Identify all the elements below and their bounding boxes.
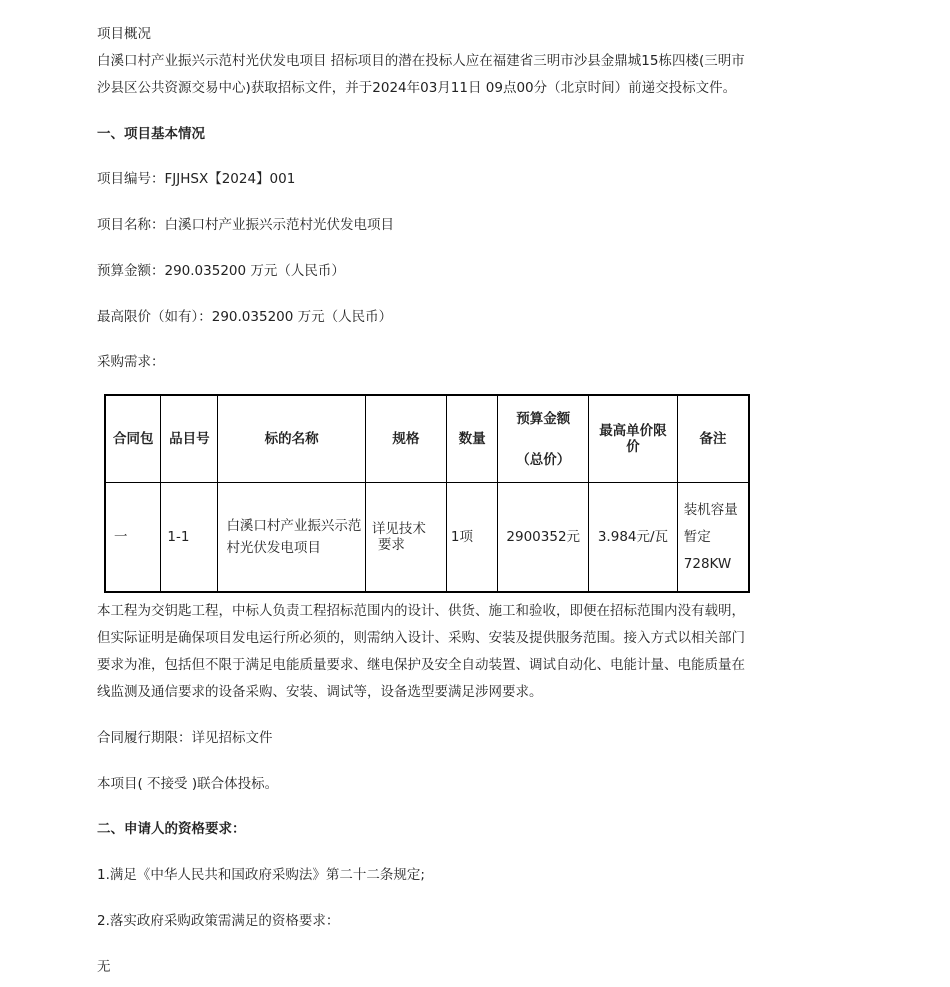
project-number: 项目编号：FJJHSX【2024】001 bbox=[97, 171, 296, 187]
section1-heading: 一、项目基本情况 bbox=[97, 126, 205, 142]
qualification-item-2: 2.落实政府采购政策需满足的资格要求： bbox=[97, 913, 340, 929]
cell-unit-price-limit: 3.984元/瓦 bbox=[589, 483, 678, 593]
cell-name: 白溪口村产业振兴示范 村光伏发电项目 bbox=[218, 483, 365, 593]
cell-qty: 1项 bbox=[446, 483, 497, 593]
max-price: 最高限价（如有）：290.035200 万元（人民币） bbox=[97, 309, 393, 325]
cell-spec: 详见技术 要求 bbox=[365, 483, 446, 593]
overview-line-2: 沙县区公共资源交易中心)获取招标文件，并于2024年03月11日 09点00分（北京时间）前递交投标文件。 bbox=[97, 80, 737, 96]
header-budget: 预算金额 （总价） bbox=[498, 395, 589, 483]
scope-line-3: 要求为准，包括但不限于满足电能质量要求、继电保护及安全自动装置、调试自动化、电能计量、电能质量在 bbox=[97, 657, 745, 673]
header-package: 合同包 bbox=[105, 395, 161, 483]
budget-amount: 预算金额：290.035200 万元（人民币） bbox=[97, 263, 345, 279]
procurement-table bbox=[104, 394, 750, 593]
overview-line-1: 白溪口村产业振兴示范村光伏发电项目 招标项目的潜在投标人应在福建省三明市沙县金鼎城15栋四楼(三明市 bbox=[97, 53, 745, 69]
consortium-statement: 本项目( 不接受 )联合体投标。 bbox=[97, 776, 279, 792]
contract-period: 合同履行期限：详见招标文件 bbox=[97, 730, 273, 746]
procurement-requirement-label: 采购需求： bbox=[97, 354, 165, 370]
scope-line-2: 但实际证明是确保项目发电运行所必须的，则需纳入设计、采购、安装及提供服务范围。接入方式以相关部门 bbox=[97, 630, 745, 646]
scope-line-4: 线监测及通信要求的设备采购、安装、调试等，设备选型要满足涉网要求。 bbox=[97, 684, 543, 700]
qualification-item-1: 1.满足《中华人民共和国政府采购法》第二十二条规定; bbox=[97, 867, 425, 883]
header-remark: 备注 bbox=[677, 395, 749, 483]
overview-heading: 项目概况 bbox=[97, 26, 151, 42]
header-item-no: 品目号 bbox=[161, 395, 218, 483]
cell-budget: 2900352元 bbox=[498, 483, 589, 593]
cell-package: 一 bbox=[105, 483, 161, 593]
header-qty: 数量 bbox=[446, 395, 497, 483]
section2-heading: 二、申请人的资格要求： bbox=[97, 821, 246, 837]
table-row bbox=[105, 483, 749, 593]
qualification-item-2-value: 无 bbox=[97, 959, 111, 975]
table-header-row bbox=[105, 395, 749, 483]
project-name: 项目名称：白溪口村产业振兴示范村光伏发电项目 bbox=[97, 217, 394, 233]
header-name: 标的名称 bbox=[218, 395, 365, 483]
header-spec: 规格 bbox=[365, 395, 446, 483]
header-unit-price-limit: 最高单价限 价 bbox=[589, 395, 678, 483]
cell-item-no: 1-1 bbox=[161, 483, 218, 593]
scope-line-1: 本工程为交钥匙工程，中标人负责工程招标范围内的设计、供货、施工和验收，即便在招标范围内没有载明， bbox=[97, 603, 745, 619]
cell-remark: 装机容量 暂定 728KW bbox=[677, 483, 749, 593]
